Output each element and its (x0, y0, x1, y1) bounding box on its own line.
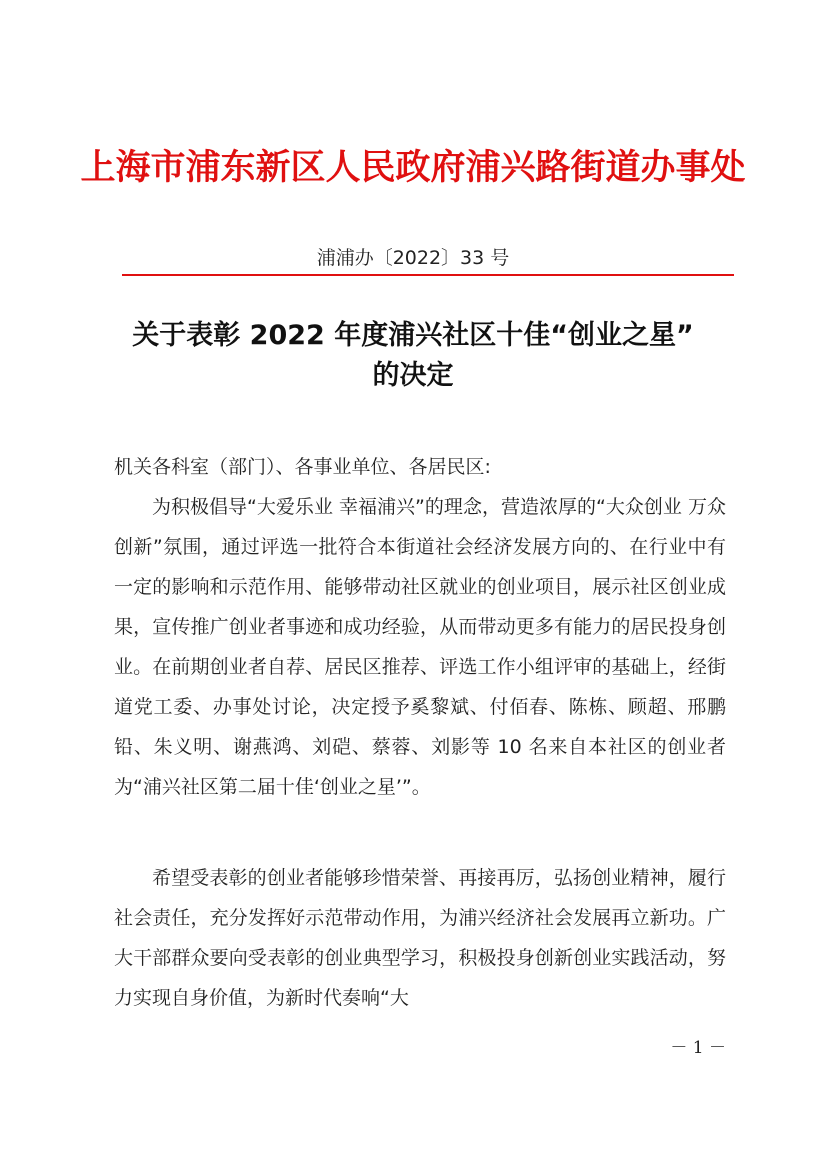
document-title (0, 316, 826, 396)
body-paragraph-1: 为积极倡导“大爱乐业 幸福浦兴”的理念，营造浓厚的“大众创业 万众创新”氛围，通过评选一批符合本街道社会经济发展方向的、在行业中有一定的影响和示范作用、能够带动社区就业的创业项目，展示社区创业成果，宣传推广创业者事迹和成功经验，从而带动更多有能力的居民投身创业。在前期创业者自荐、居民区推荐、评选工作小组评审的基础上，经街道党工委、办事处讨论，决定授予奚黎斌、付佰春、陈栋、顾超、邢鹏铅、朱义明、谢燕鸿、刘硙、蔡蓉、刘影等 10 名来自本社区的创业者为“浦兴社区第二届十佳‘创业之星’”。 (114, 496, 726, 798)
page-number: － 1 － (670, 1038, 726, 1058)
document-title-line-2: 的决定 (372, 360, 454, 391)
red-divider-line (122, 274, 734, 276)
body-paragraph-2: 希望受表彰的创业者能够珍惜荣誉、再接再厉，弘扬创业精神，履行社会责任，充分发挥好示范带动作用，为浦兴经济社会发展再立新功。广大干部群众要向受表彰的创业典型学习，积极投身创新创业实践活动，努力实现自身价值，为新时代奏响“大 (114, 867, 726, 1009)
document-title-line-1: 关于表彰 2022 年度浦兴社区十佳“创业之星” (132, 320, 694, 351)
issuer-masthead: 上海市浦东新区人民政府浦兴路街道办事处 (80, 147, 746, 188)
document-number: 浦浦办〔2022〕33 号 (316, 247, 510, 269)
salutation: 机关各科室（部门）、各事业单位、各居民区: (114, 456, 491, 478)
